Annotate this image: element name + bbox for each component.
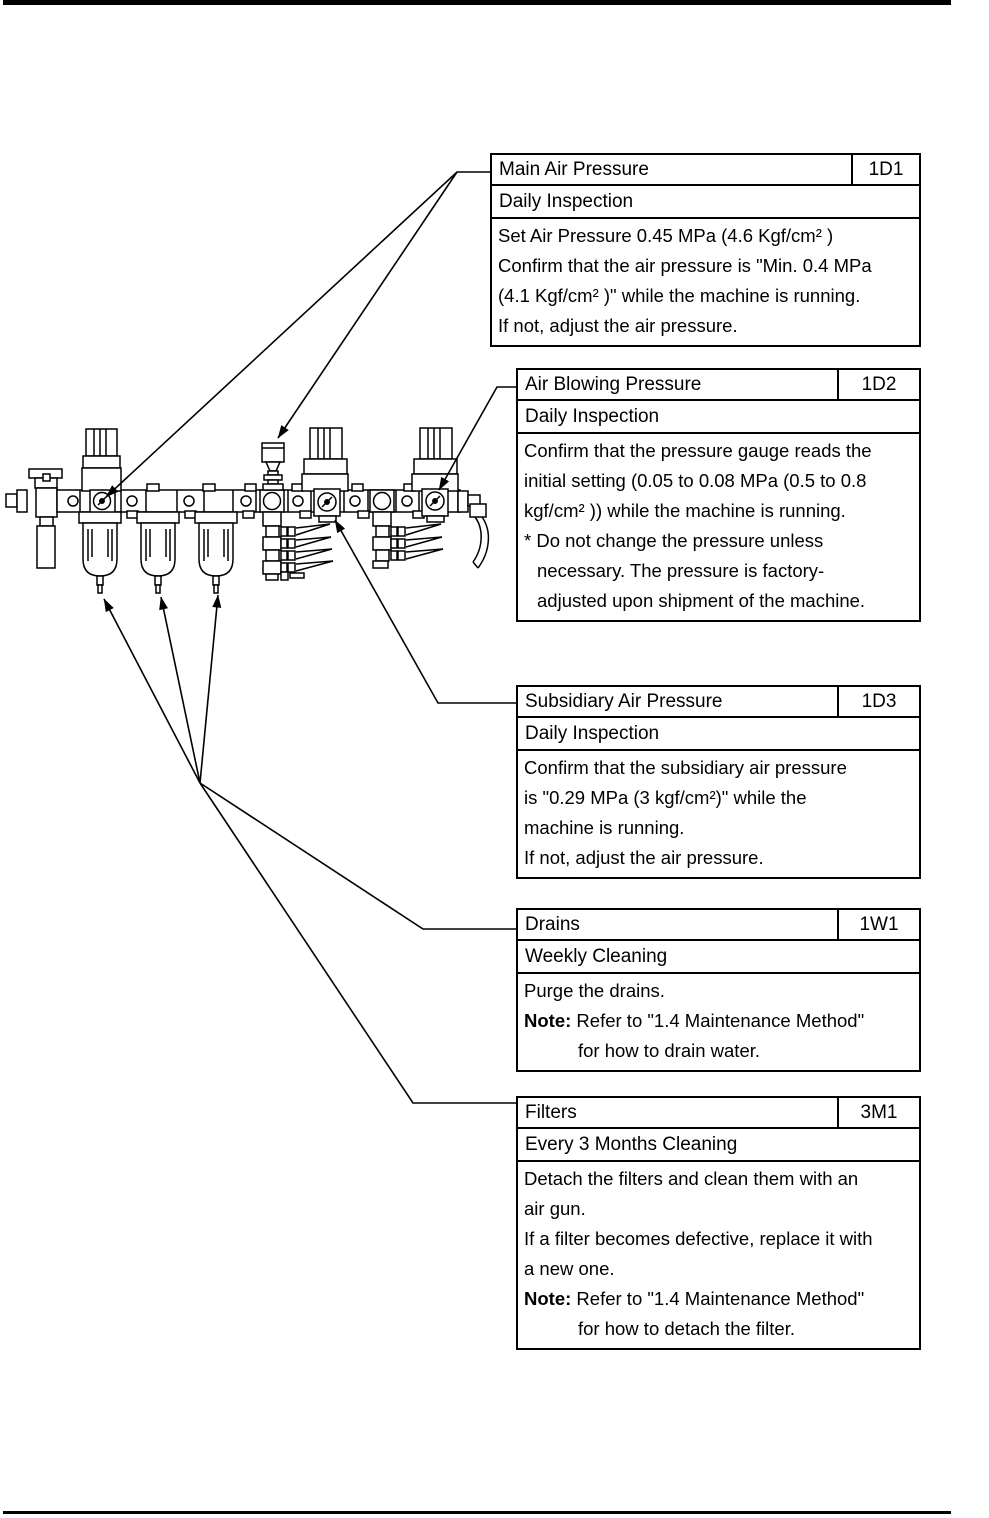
callout-schedule: Every 3 Months Cleaning bbox=[518, 1129, 919, 1162]
callout-body bbox=[518, 1162, 919, 1348]
callout-air-blowing-pressure bbox=[516, 368, 921, 622]
callout-drains bbox=[516, 908, 921, 1072]
callout-header bbox=[492, 155, 919, 186]
arrow-to-drain-1 bbox=[104, 599, 200, 783]
connector-subsidiary-pressure bbox=[335, 520, 517, 703]
text-line: kgf/cm² )) while the machine is running. bbox=[524, 500, 846, 521]
callout-schedule: Daily Inspection bbox=[518, 718, 919, 751]
text-line: Set Air Pressure 0.45 MPa (4.6 Kgf/cm² ) bbox=[498, 225, 834, 246]
callout-title: Filters bbox=[525, 1102, 577, 1123]
text-line: If a filter becomes defective, replace it with bbox=[524, 1228, 873, 1249]
callout-schedule: Weekly Cleaning bbox=[518, 941, 919, 974]
pressure-gauge-1 bbox=[90, 490, 115, 513]
callout-code: 1D1 bbox=[851, 155, 919, 184]
connector-main-air-to-blow-unit bbox=[278, 172, 457, 438]
callout-connectors bbox=[104, 172, 517, 1103]
callout-code: 3M1 bbox=[837, 1098, 919, 1127]
regulator-1 bbox=[82, 429, 121, 491]
callout-code: 1W1 bbox=[837, 910, 919, 939]
callout-header bbox=[518, 370, 919, 401]
inlet-fitting bbox=[6, 469, 62, 568]
pressure-gauge-3 bbox=[422, 489, 448, 522]
note-label: Note: bbox=[524, 1288, 572, 1309]
arrow-to-drain-3 bbox=[200, 595, 218, 783]
callout-title: Main Air Pressure bbox=[499, 159, 649, 180]
callout-code: 1D3 bbox=[837, 687, 919, 716]
callout-header bbox=[518, 687, 919, 718]
text-line: a new one. bbox=[524, 1258, 615, 1279]
callout-title: Drains bbox=[525, 914, 580, 935]
text-line: If not, adjust the air pressure. bbox=[524, 847, 764, 868]
text-line: If not, adjust the air pressure. bbox=[498, 315, 738, 336]
callout-body bbox=[518, 434, 919, 620]
callout-title: Air Blowing Pressure bbox=[525, 374, 702, 395]
callout-header bbox=[518, 1098, 919, 1129]
callout-body bbox=[492, 219, 919, 345]
text-line: Purge the drains. bbox=[524, 980, 665, 1001]
callout-body bbox=[518, 974, 919, 1070]
air-blowing-unit bbox=[262, 443, 284, 490]
note-label: Note: bbox=[524, 1010, 572, 1031]
callout-filters bbox=[516, 1096, 921, 1350]
callout-title: Subsidiary Air Pressure bbox=[525, 691, 723, 712]
text-line: necessary. The pressure is factory- bbox=[537, 560, 825, 581]
regulator-2 bbox=[302, 428, 348, 491]
note-text: Refer to "1.4 Maintenance Method" bbox=[571, 1010, 865, 1031]
arrow-to-drain-2 bbox=[161, 597, 200, 783]
text-line: (4.1 Kgf/cm² )" while the machine is running. bbox=[498, 285, 861, 306]
callout-subsidiary-air-pressure bbox=[516, 685, 921, 879]
text-line: * Do not change the pressure unless bbox=[524, 530, 824, 551]
filter-bowl-3 bbox=[195, 512, 237, 593]
text-line: adjusted upon shipment of the machine. bbox=[537, 590, 866, 611]
connector-filters bbox=[200, 783, 517, 1103]
air-manifold-assembly bbox=[6, 428, 488, 593]
text-line: is "0.29 MPa (3 kgf/cm²)" while the bbox=[524, 787, 807, 808]
callout-schedule: Daily Inspection bbox=[518, 401, 919, 434]
note-text: Refer to "1.4 Maintenance Method" bbox=[571, 1288, 865, 1309]
text-line: Confirm that the subsidiary air pressure bbox=[524, 757, 847, 778]
regulator-3 bbox=[412, 428, 458, 491]
text-line: Confirm that the pressure gauge reads the bbox=[524, 440, 872, 461]
callout-code: 1D2 bbox=[837, 370, 919, 399]
callout-header bbox=[518, 910, 919, 941]
text-line: Confirm that the air pressure is "Min. 0.4 MPa bbox=[498, 255, 872, 276]
note-line bbox=[524, 1284, 919, 1314]
text-line: initial setting (0.05 to 0.08 MPa (0.5 to 0.8 bbox=[524, 470, 867, 491]
text-line: Detach the filters and clean them with an bbox=[524, 1168, 859, 1189]
filter-bowl-1 bbox=[79, 512, 121, 593]
note-continuation: for how to detach the filter. bbox=[578, 1318, 795, 1339]
callout-schedule: Daily Inspection bbox=[492, 186, 919, 219]
connector-drains bbox=[200, 783, 517, 929]
filter-bowl-2 bbox=[137, 512, 179, 593]
text-line: air gun. bbox=[524, 1198, 586, 1219]
outlet-elbow-hose bbox=[458, 491, 488, 568]
callout-body bbox=[518, 751, 919, 877]
note-line bbox=[524, 1006, 919, 1036]
callout-main-air-pressure bbox=[490, 153, 921, 347]
note-continuation: for how to drain water. bbox=[578, 1040, 761, 1061]
text-line: machine is running. bbox=[524, 817, 685, 838]
pressure-gauge-2 bbox=[314, 489, 340, 522]
